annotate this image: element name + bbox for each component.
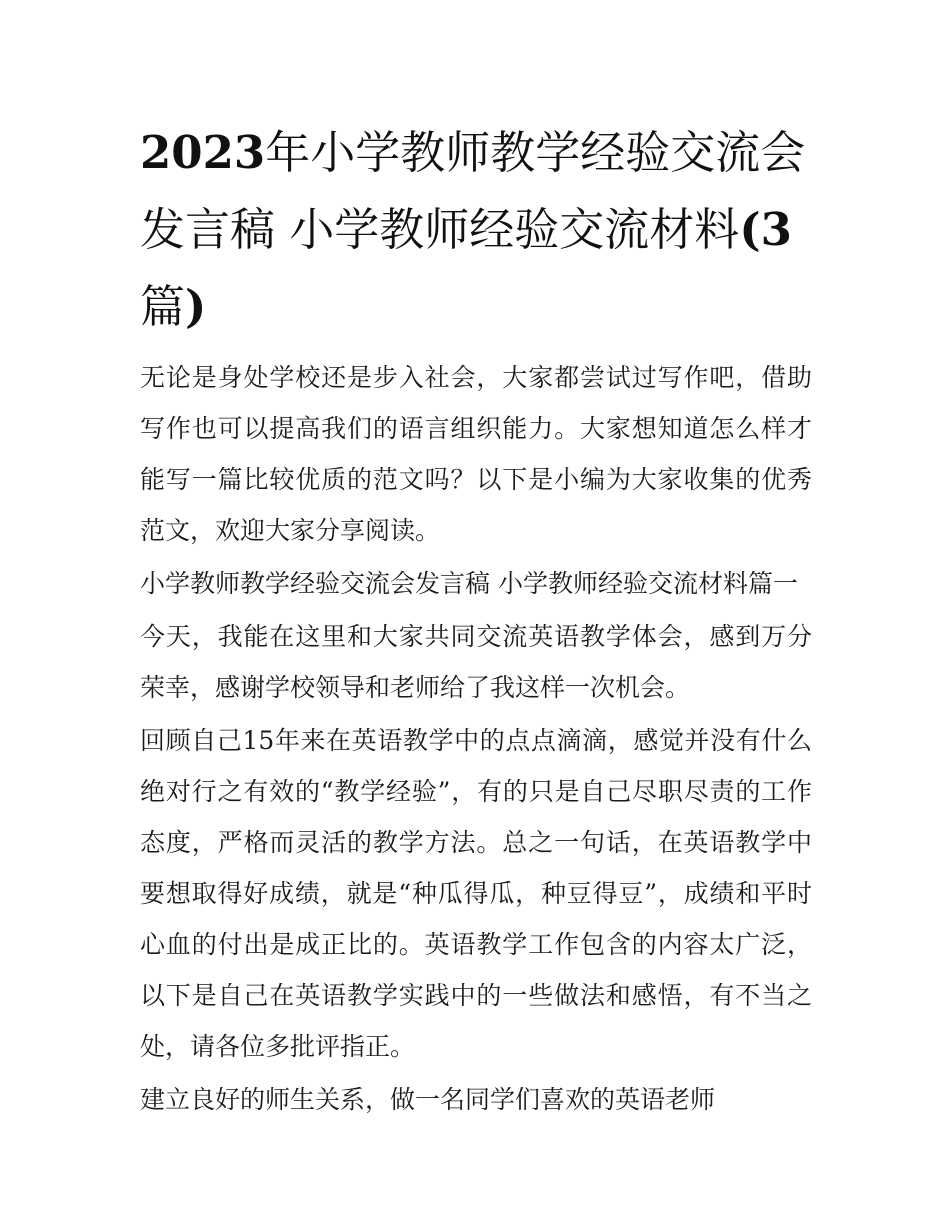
subsection-heading: 建立良好的师生关系，做一名同学们喜欢的英语老师 <box>140 1085 716 1114</box>
document-title: 2023年小学教师教学经验交流会发言稿 小学教师经验交流材料(3篇) <box>140 126 806 333</box>
section-heading: 小学教师教学经验交流会发言稿 小学教师经验交流材料篇一 <box>140 569 798 598</box>
body-paragraph: 回顾自己15年来在英语教学中的点点滴滴，感觉并没有什么绝对行之有效的“教学经验”，有的只是自己尽职尽责的工作态度，严格而灵活的教学方法。总之一句话，在英语教学中要想取得好成绩，就是“种瓜得瓜，种豆得豆”，成绩和平时心血的付出是成正比的。英语教学工作包含的内容太广泛，以下是自己在英语教学实践中的一些做法和感悟，有不当之处，请各位多批评指正。 <box>140 726 812 1061</box>
intro-paragraph: 无论是身处学校还是步入社会，大家都尝试过写作吧，借助写作也可以提高我们的语言组织能力。大家想知道怎么样才能写一篇比较优质的范文吗？以下是小编为大家收集的优秀范文，欢迎大家分享阅读。 <box>140 363 812 545</box>
body-paragraph: 今天，我能在这里和大家共同交流英语教学体会，感到万分荣幸，感谢学校领导和老师给了我这样一次机会。 <box>140 622 812 702</box>
document-body <box>140 352 812 1127</box>
